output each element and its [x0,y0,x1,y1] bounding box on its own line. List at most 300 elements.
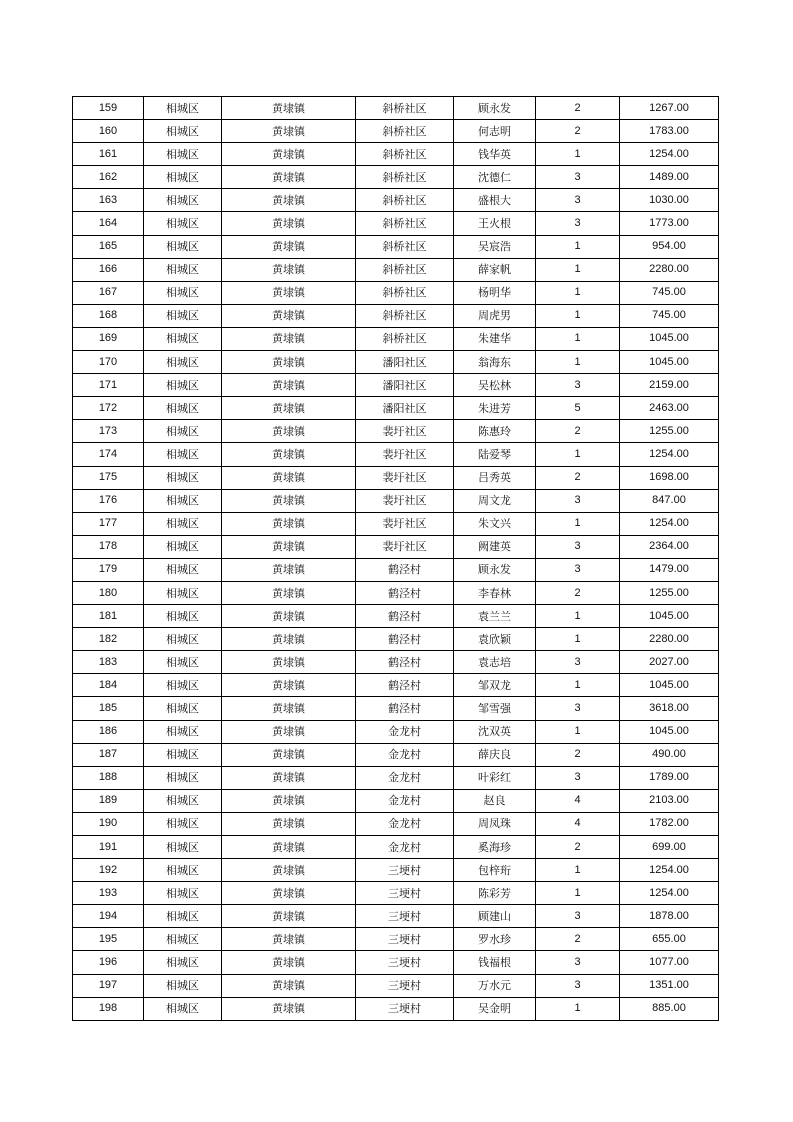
town-cell: 黄埭镇 [222,974,356,997]
district-cell: 相城区 [144,304,222,327]
name-cell: 薛庆良 [454,743,536,766]
community-cell: 潘阳社区 [356,351,454,374]
household-size-cell: 2 [536,97,620,120]
table-row [73,489,719,512]
amount-cell: 1045.00 [620,605,719,628]
row-number-cell: 195 [73,928,144,951]
name-cell: 吴宸浩 [454,235,536,258]
amount-cell: 885.00 [620,997,719,1020]
community-cell: 斜桥社区 [356,143,454,166]
community-cell: 斜桥社区 [356,304,454,327]
district-cell: 相城区 [144,743,222,766]
amount-cell: 655.00 [620,928,719,951]
table-row [73,951,719,974]
table-row [73,351,719,374]
table-row [73,997,719,1020]
town-cell: 黄埭镇 [222,189,356,212]
row-number-cell: 168 [73,304,144,327]
town-cell: 黄埭镇 [222,443,356,466]
town-cell: 黄埭镇 [222,697,356,720]
household-size-cell: 2 [536,836,620,859]
district-cell: 相城区 [144,235,222,258]
table-row [73,720,719,743]
amount-cell: 1789.00 [620,766,719,789]
row-number-cell: 196 [73,951,144,974]
town-cell: 黄埭镇 [222,674,356,697]
district-cell: 相城区 [144,166,222,189]
household-size-cell: 4 [536,812,620,835]
amount-cell: 2159.00 [620,374,719,397]
name-cell: 阙建英 [454,535,536,558]
name-cell: 沈德仁 [454,166,536,189]
town-cell: 黄埭镇 [222,928,356,951]
name-cell: 顾永发 [454,558,536,581]
district-cell: 相城区 [144,512,222,535]
table-row [73,397,719,420]
town-cell: 黄埭镇 [222,812,356,835]
town-cell: 黄埭镇 [222,97,356,120]
community-cell: 金龙村 [356,766,454,789]
name-cell: 袁兰兰 [454,605,536,628]
row-number-cell: 190 [73,812,144,835]
community-cell: 潘阳社区 [356,374,454,397]
row-number-cell: 178 [73,535,144,558]
district-cell: 相城区 [144,605,222,628]
amount-cell: 1254.00 [620,859,719,882]
amount-cell: 699.00 [620,836,719,859]
table-row [73,859,719,882]
name-cell: 盛根大 [454,189,536,212]
row-number-cell: 187 [73,743,144,766]
town-cell: 黄埭镇 [222,258,356,281]
district-cell: 相城区 [144,766,222,789]
table-row [73,120,719,143]
name-cell: 袁志培 [454,651,536,674]
district-cell: 相城区 [144,997,222,1020]
town-cell: 黄埭镇 [222,581,356,604]
household-size-cell: 3 [536,212,620,235]
community-cell: 三埂村 [356,951,454,974]
table-row [73,605,719,628]
town-cell: 黄埭镇 [222,789,356,812]
table-row [73,466,719,489]
household-size-cell: 1 [536,258,620,281]
community-cell: 裴圩社区 [356,466,454,489]
district-cell: 相城区 [144,489,222,512]
town-cell: 黄埭镇 [222,281,356,304]
name-cell: 王火根 [454,212,536,235]
district-cell: 相城区 [144,882,222,905]
district-cell: 相城区 [144,905,222,928]
community-cell: 鹤泾村 [356,558,454,581]
town-cell: 黄埭镇 [222,905,356,928]
town-cell: 黄埭镇 [222,859,356,882]
town-cell: 黄埭镇 [222,420,356,443]
town-cell: 黄埭镇 [222,997,356,1020]
name-cell: 周虎男 [454,304,536,327]
community-cell: 裴圩社区 [356,489,454,512]
community-cell: 金龙村 [356,812,454,835]
amount-cell: 1782.00 [620,812,719,835]
community-cell: 三埂村 [356,997,454,1020]
table-body [73,97,719,1021]
household-size-cell: 3 [536,905,620,928]
household-size-cell: 3 [536,489,620,512]
household-size-cell: 3 [536,974,620,997]
household-size-cell: 2 [536,581,620,604]
district-cell: 相城区 [144,420,222,443]
table-row [73,304,719,327]
name-cell: 沈双英 [454,720,536,743]
community-cell: 鹤泾村 [356,628,454,651]
community-cell: 鹤泾村 [356,605,454,628]
records-table [72,96,719,1021]
amount-cell: 1045.00 [620,720,719,743]
amount-cell: 1045.00 [620,327,719,350]
row-number-cell: 198 [73,997,144,1020]
district-cell: 相城区 [144,443,222,466]
town-cell: 黄埭镇 [222,605,356,628]
district-cell: 相城区 [144,143,222,166]
table-row [73,905,719,928]
household-size-cell: 2 [536,120,620,143]
community-cell: 鹤泾村 [356,581,454,604]
amount-cell: 1255.00 [620,581,719,604]
community-cell: 鹤泾村 [356,674,454,697]
table-row [73,281,719,304]
community-cell: 金龙村 [356,743,454,766]
amount-cell: 3618.00 [620,697,719,720]
amount-cell: 2103.00 [620,789,719,812]
amount-cell: 2364.00 [620,535,719,558]
name-cell: 朱进芳 [454,397,536,420]
household-size-cell: 3 [536,374,620,397]
community-cell: 裴圩社区 [356,535,454,558]
name-cell: 朱文兴 [454,512,536,535]
amount-cell: 847.00 [620,489,719,512]
town-cell: 黄埭镇 [222,235,356,258]
row-number-cell: 174 [73,443,144,466]
amount-cell: 1698.00 [620,466,719,489]
household-size-cell: 1 [536,674,620,697]
household-size-cell: 1 [536,605,620,628]
name-cell: 钱华英 [454,143,536,166]
household-size-cell: 3 [536,535,620,558]
district-cell: 相城区 [144,97,222,120]
community-cell: 潘阳社区 [356,397,454,420]
name-cell: 吴金明 [454,997,536,1020]
name-cell: 吴松林 [454,374,536,397]
table-row [73,258,719,281]
name-cell: 陆爱琴 [454,443,536,466]
row-number-cell: 194 [73,905,144,928]
row-number-cell: 162 [73,166,144,189]
row-number-cell: 173 [73,420,144,443]
household-size-cell: 3 [536,166,620,189]
row-number-cell: 172 [73,397,144,420]
row-number-cell: 171 [73,374,144,397]
district-cell: 相城区 [144,697,222,720]
town-cell: 黄埭镇 [222,351,356,374]
town-cell: 黄埭镇 [222,143,356,166]
community-cell: 斜桥社区 [356,212,454,235]
community-cell: 金龙村 [356,789,454,812]
community-cell: 三埂村 [356,882,454,905]
name-cell: 何志明 [454,120,536,143]
row-number-cell: 186 [73,720,144,743]
name-cell: 邹双龙 [454,674,536,697]
name-cell: 陈惠玲 [454,420,536,443]
district-cell: 相城区 [144,674,222,697]
amount-cell: 1783.00 [620,120,719,143]
name-cell: 顾建山 [454,905,536,928]
district-cell: 相城区 [144,812,222,835]
row-number-cell: 179 [73,558,144,581]
household-size-cell: 3 [536,651,620,674]
town-cell: 黄埭镇 [222,212,356,235]
household-size-cell: 1 [536,327,620,350]
table-row [73,674,719,697]
town-cell: 黄埭镇 [222,466,356,489]
name-cell: 杨明华 [454,281,536,304]
amount-cell: 1254.00 [620,143,719,166]
district-cell: 相城区 [144,974,222,997]
table-row [73,928,719,951]
table-row [73,974,719,997]
community-cell: 金龙村 [356,720,454,743]
row-number-cell: 161 [73,143,144,166]
table-row [73,697,719,720]
row-number-cell: 160 [73,120,144,143]
town-cell: 黄埭镇 [222,651,356,674]
town-cell: 黄埭镇 [222,374,356,397]
name-cell: 朱建华 [454,327,536,350]
community-cell: 斜桥社区 [356,327,454,350]
amount-cell: 2027.00 [620,651,719,674]
table-row [73,581,719,604]
town-cell: 黄埭镇 [222,120,356,143]
amount-cell: 1479.00 [620,558,719,581]
household-size-cell: 1 [536,443,620,466]
name-cell: 顾永发 [454,97,536,120]
town-cell: 黄埭镇 [222,304,356,327]
community-cell: 斜桥社区 [356,281,454,304]
town-cell: 黄埭镇 [222,882,356,905]
household-size-cell: 2 [536,743,620,766]
name-cell: 赵良 [454,789,536,812]
amount-cell: 2280.00 [620,258,719,281]
district-cell: 相城区 [144,859,222,882]
town-cell: 黄埭镇 [222,397,356,420]
community-cell: 斜桥社区 [356,166,454,189]
household-size-cell: 1 [536,882,620,905]
amount-cell: 745.00 [620,281,719,304]
name-cell: 薛家帆 [454,258,536,281]
household-size-cell: 1 [536,512,620,535]
name-cell: 叶彩红 [454,766,536,789]
household-size-cell: 2 [536,466,620,489]
household-size-cell: 1 [536,720,620,743]
household-size-cell: 1 [536,859,620,882]
household-size-cell: 1 [536,281,620,304]
household-size-cell: 3 [536,951,620,974]
row-number-cell: 182 [73,628,144,651]
row-number-cell: 175 [73,466,144,489]
amount-cell: 1045.00 [620,351,719,374]
household-size-cell: 3 [536,558,620,581]
town-cell: 黄埭镇 [222,512,356,535]
row-number-cell: 176 [73,489,144,512]
community-cell: 三埂村 [356,974,454,997]
row-number-cell: 167 [73,281,144,304]
table-row [73,143,719,166]
community-cell: 三埂村 [356,928,454,951]
table-row [73,558,719,581]
community-cell: 三埂村 [356,859,454,882]
amount-cell: 490.00 [620,743,719,766]
row-number-cell: 197 [73,974,144,997]
table-row [73,535,719,558]
district-cell: 相城区 [144,836,222,859]
town-cell: 黄埭镇 [222,743,356,766]
table-row [73,628,719,651]
household-size-cell: 5 [536,397,620,420]
district-cell: 相城区 [144,258,222,281]
community-cell: 斜桥社区 [356,235,454,258]
household-size-cell: 1 [536,628,620,651]
community-cell: 裴圩社区 [356,443,454,466]
district-cell: 相城区 [144,789,222,812]
community-cell: 裴圩社区 [356,420,454,443]
table-row [73,443,719,466]
table-row [73,789,719,812]
table-row [73,189,719,212]
name-cell: 奚海珍 [454,836,536,859]
town-cell: 黄埭镇 [222,836,356,859]
name-cell: 周文龙 [454,489,536,512]
row-number-cell: 193 [73,882,144,905]
district-cell: 相城区 [144,374,222,397]
name-cell: 袁欣颖 [454,628,536,651]
row-number-cell: 192 [73,859,144,882]
row-number-cell: 184 [73,674,144,697]
town-cell: 黄埭镇 [222,720,356,743]
name-cell: 翁海东 [454,351,536,374]
town-cell: 黄埭镇 [222,951,356,974]
district-cell: 相城区 [144,212,222,235]
household-size-cell: 2 [536,928,620,951]
row-number-cell: 170 [73,351,144,374]
district-cell: 相城区 [144,558,222,581]
row-number-cell: 165 [73,235,144,258]
district-cell: 相城区 [144,466,222,489]
amount-cell: 1267.00 [620,97,719,120]
row-number-cell: 163 [73,189,144,212]
row-number-cell: 183 [73,651,144,674]
name-cell: 邹雪强 [454,697,536,720]
name-cell: 陈彩芳 [454,882,536,905]
district-cell: 相城区 [144,628,222,651]
community-cell: 金龙村 [356,836,454,859]
amount-cell: 1077.00 [620,951,719,974]
town-cell: 黄埭镇 [222,327,356,350]
amount-cell: 745.00 [620,304,719,327]
row-number-cell: 164 [73,212,144,235]
town-cell: 黄埭镇 [222,628,356,651]
household-size-cell: 1 [536,235,620,258]
name-cell: 吕秀英 [454,466,536,489]
table-row [73,512,719,535]
district-cell: 相城区 [144,581,222,604]
district-cell: 相城区 [144,189,222,212]
district-cell: 相城区 [144,928,222,951]
table-row [73,327,719,350]
amount-cell: 1351.00 [620,974,719,997]
row-number-cell: 188 [73,766,144,789]
amount-cell: 1254.00 [620,882,719,905]
table-row [73,166,719,189]
household-size-cell: 3 [536,189,620,212]
amount-cell: 1254.00 [620,512,719,535]
table-row [73,212,719,235]
table-row [73,374,719,397]
amount-cell: 1878.00 [620,905,719,928]
town-cell: 黄埭镇 [222,489,356,512]
amount-cell: 954.00 [620,235,719,258]
name-cell: 李春林 [454,581,536,604]
household-size-cell: 3 [536,697,620,720]
table-row [73,420,719,443]
district-cell: 相城区 [144,720,222,743]
town-cell: 黄埭镇 [222,766,356,789]
district-cell: 相城区 [144,327,222,350]
town-cell: 黄埭镇 [222,558,356,581]
row-number-cell: 181 [73,605,144,628]
household-size-cell: 2 [536,420,620,443]
name-cell: 罗水珍 [454,928,536,951]
row-number-cell: 189 [73,789,144,812]
amount-cell: 2463.00 [620,397,719,420]
district-cell: 相城区 [144,535,222,558]
household-size-cell: 1 [536,351,620,374]
table-row [73,766,719,789]
name-cell: 包梓珩 [454,859,536,882]
community-cell: 三埂村 [356,905,454,928]
table-row [73,812,719,835]
district-cell: 相城区 [144,951,222,974]
town-cell: 黄埭镇 [222,166,356,189]
town-cell: 黄埭镇 [222,535,356,558]
name-cell: 周凤珠 [454,812,536,835]
table-row [73,882,719,905]
community-cell: 斜桥社区 [356,120,454,143]
amount-cell: 1489.00 [620,166,719,189]
amount-cell: 1045.00 [620,674,719,697]
district-cell: 相城区 [144,351,222,374]
community-cell: 斜桥社区 [356,189,454,212]
amount-cell: 1773.00 [620,212,719,235]
table-row [73,743,719,766]
district-cell: 相城区 [144,120,222,143]
district-cell: 相城区 [144,281,222,304]
table-row [73,836,719,859]
row-number-cell: 180 [73,581,144,604]
row-number-cell: 177 [73,512,144,535]
community-cell: 裴圩社区 [356,512,454,535]
row-number-cell: 166 [73,258,144,281]
community-cell: 鹤泾村 [356,697,454,720]
household-size-cell: 1 [536,143,620,166]
